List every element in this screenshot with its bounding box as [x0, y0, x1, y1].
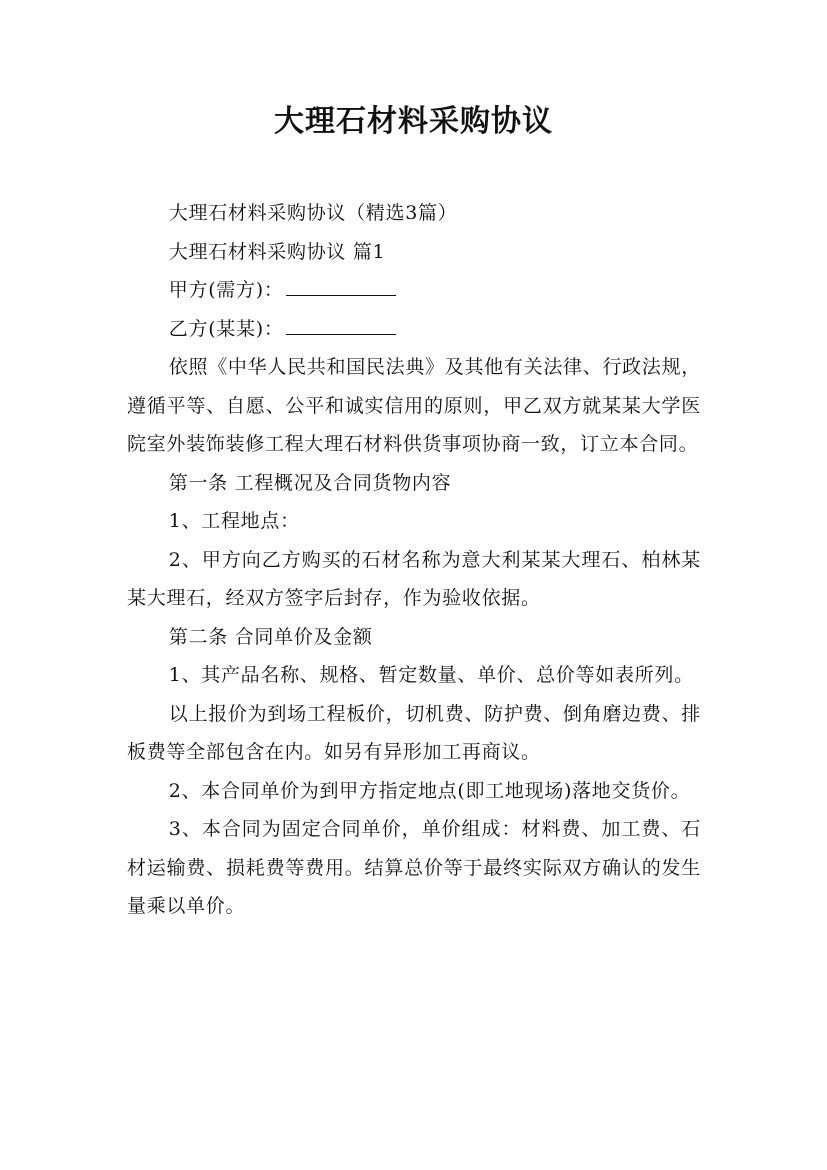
party-a-line: [127, 271, 701, 310]
clause-2-item-1: 1、其产品名称、规格、暂定数量、单价、总价等如表所列。: [168, 664, 694, 686]
party-b-label: 乙方(某某)：: [168, 317, 284, 340]
document-body: [127, 194, 701, 926]
subtitle-selection: 大理石材料采购协议（精选3篇）: [168, 202, 458, 224]
document-title: 大理石材料采购协议: [274, 104, 553, 139]
clause-2-item-3: 3、本合同为固定合同单价，单价组成：材料费、加工费、石材运输费、损耗费等费用。结算总价等于最终实际双方确认的发生量乘以单价。: [127, 818, 701, 917]
party-b-line: [127, 310, 701, 349]
party-a-blank: [286, 294, 396, 296]
party-b-blank: [286, 333, 396, 335]
article-heading: 大理石材料采购协议 篇1: [168, 240, 386, 263]
clause-1-item-2: 2、甲方向乙方购买的石材名称为意大利某某大理石、柏林某某大理石，经双方签字后封存，作为验收依据。: [127, 548, 701, 609]
clause-2-note: 以上报价为到场工程板价，切机费、防护费、倒角磨边费、排板费等全部包含在内。如另有异形加工再商议。: [127, 702, 701, 763]
clause-2-item-2: 2、本合同单价为到甲方指定地点(即工地现场)落地交货价。: [168, 779, 691, 802]
preamble-paragraph: 依照《中华人民共和国民法典》及其他有关法律、行政法规，遵循平等、自愿、公平和诚实信用的原则，甲乙双方就某某大学医院室外装饰装修工程大理石材料供货事项协商一致，订立本合同。: [127, 356, 701, 455]
clause-2-heading: 第二条 合同单价及金额: [168, 625, 373, 648]
clause-1-item-1: 1、工程地点：: [168, 510, 300, 532]
party-a-label: 甲方(需方)：: [168, 279, 284, 301]
clause-1-heading: 第一条 工程概况及合同货物内容: [168, 471, 452, 494]
